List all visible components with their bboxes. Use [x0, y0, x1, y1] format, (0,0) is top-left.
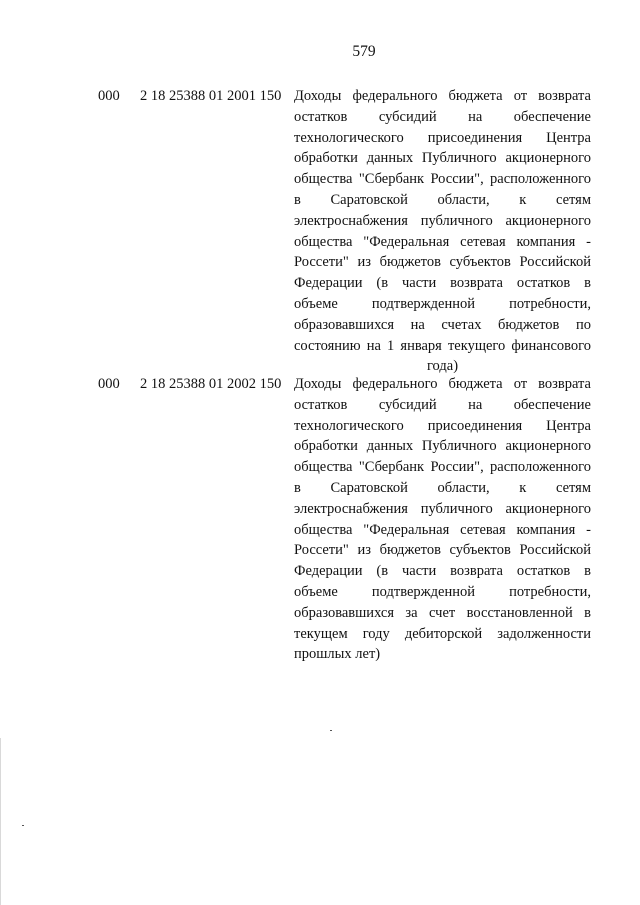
income-description: [294, 86, 591, 377]
description-line: Россети" из бюджетов субъектов Российской: [294, 254, 591, 271]
income-description: [294, 374, 591, 665]
description-line: электроснабжения публичного акционерного: [294, 500, 591, 517]
scan-edge-shadow: [0, 738, 1, 905]
description-line: Федерации (в части возврата остатков в: [294, 275, 591, 292]
description-line: общества "Сбербанк России", расположенного: [294, 459, 591, 476]
description-line: образовавшихся на счетах бюджетов по: [294, 316, 591, 333]
description-line: прошлых лет): [294, 646, 381, 663]
description-line: объеме подтвержденной потребности,: [294, 295, 591, 312]
description-line: электроснабжения публичного акционерного: [294, 212, 591, 229]
description-line: образовавшихся за счет восстановленной в: [294, 604, 591, 621]
description-line: общества "Федеральная сетевая компания -: [294, 233, 591, 250]
description-line: общества "Сбербанк России", расположенного: [294, 171, 591, 188]
description-line: Россети" из бюджетов субъектов Российской: [294, 542, 591, 559]
description-line: обработки данных Публичного акционерного: [294, 438, 591, 455]
description-line: в Саратовской области, к сетям: [294, 191, 591, 208]
description-line: технологического присоединения Центра: [294, 417, 591, 434]
description-line: состоянию на 1 января текущего финансового: [294, 337, 591, 354]
description-line: технологического присоединения Центра: [294, 129, 591, 146]
description-line: остатков субсидий на обеспечение: [294, 108, 591, 125]
admin-code: 000: [98, 88, 120, 104]
scan-speck: [22, 825, 24, 826]
admin-code: 000: [98, 376, 120, 392]
description-line: объеме подтвержденной потребности,: [294, 583, 591, 600]
description-line: обработки данных Публичного акционерного: [294, 150, 591, 167]
budget-classification-code: 2 18 25388 01 2001 150: [140, 88, 282, 104]
description-line: Федерации (в части возврата остатков в: [294, 563, 591, 580]
budget-classification-code: 2 18 25388 01 2002 150: [140, 376, 282, 392]
page-number: 579: [352, 43, 376, 60]
description-line: Доходы федерального бюджета от возврата: [294, 376, 591, 392]
description-line: года): [426, 358, 459, 375]
description-line: текущем году дебиторской задолженности: [294, 625, 591, 642]
description-line: в Саратовской области, к сетям: [294, 479, 591, 496]
description-line: остатков субсидий на обеспечение: [294, 396, 591, 413]
description-line: общества "Федеральная сетевая компания -: [294, 521, 591, 538]
scan-speck: [330, 730, 332, 731]
description-line: Доходы федерального бюджета от возврата: [294, 88, 591, 104]
